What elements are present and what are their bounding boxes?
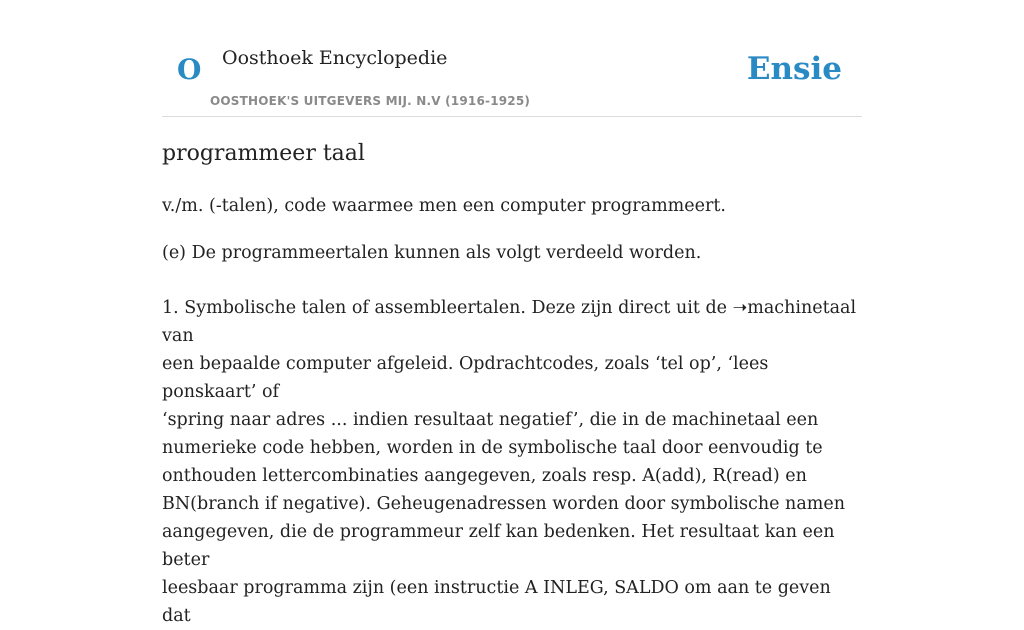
entry-body — [162, 294, 862, 630]
body-line: onthouden lettercombinaties aangegeven, zoals resp. A(add), R(read) en — [162, 466, 807, 486]
body-line: een bepaalde computer afgeleid. Opdrachtcodes, zoals ‘tel op’, ‘lees ponskaart’ of — [162, 354, 769, 402]
entry-intro: (e) De programmeertalen kunnen als volgt verdeeld worden. — [162, 243, 702, 263]
entry-title: programmeer taal — [162, 141, 365, 166]
body-line: 1. Symbolische talen of assembleertalen. Deze zijn direct uit de ➝machinetaal van — [162, 298, 857, 346]
entry-content — [162, 138, 862, 630]
body-line: numerieke code hebben, worden in de symbolische taal door eenvoudig te — [162, 438, 823, 458]
body-line: ‘spring naar adres ... indien resultaat negatief’, die in de machinetaal een — [162, 410, 819, 430]
site-header — [162, 0, 862, 117]
entry-definition: v./m. (-talen), code waarmee men een computer programmeert. — [162, 196, 726, 216]
body-line: aangegeven, die de programmeur zelf kan bedenken. Het resultaat kan een beter — [162, 522, 835, 570]
brand-logo[interactable]: Ensie — [746, 51, 842, 87]
publisher-subtitle: OOSTHOEK'S UITGEVERS MIJ. N.V (1916-1925) — [210, 94, 531, 108]
site-title[interactable]: Oosthoek Encyclopedie — [222, 47, 448, 69]
body-line: leesbaar programma zijn (een instructie A INLEG, SALDO om aan te geven dat — [162, 578, 831, 626]
logo-icon[interactable]: O — [177, 53, 202, 86]
body-line: BN(branch if negative). Geheugenadressen worden door symbolische namen — [162, 494, 845, 514]
